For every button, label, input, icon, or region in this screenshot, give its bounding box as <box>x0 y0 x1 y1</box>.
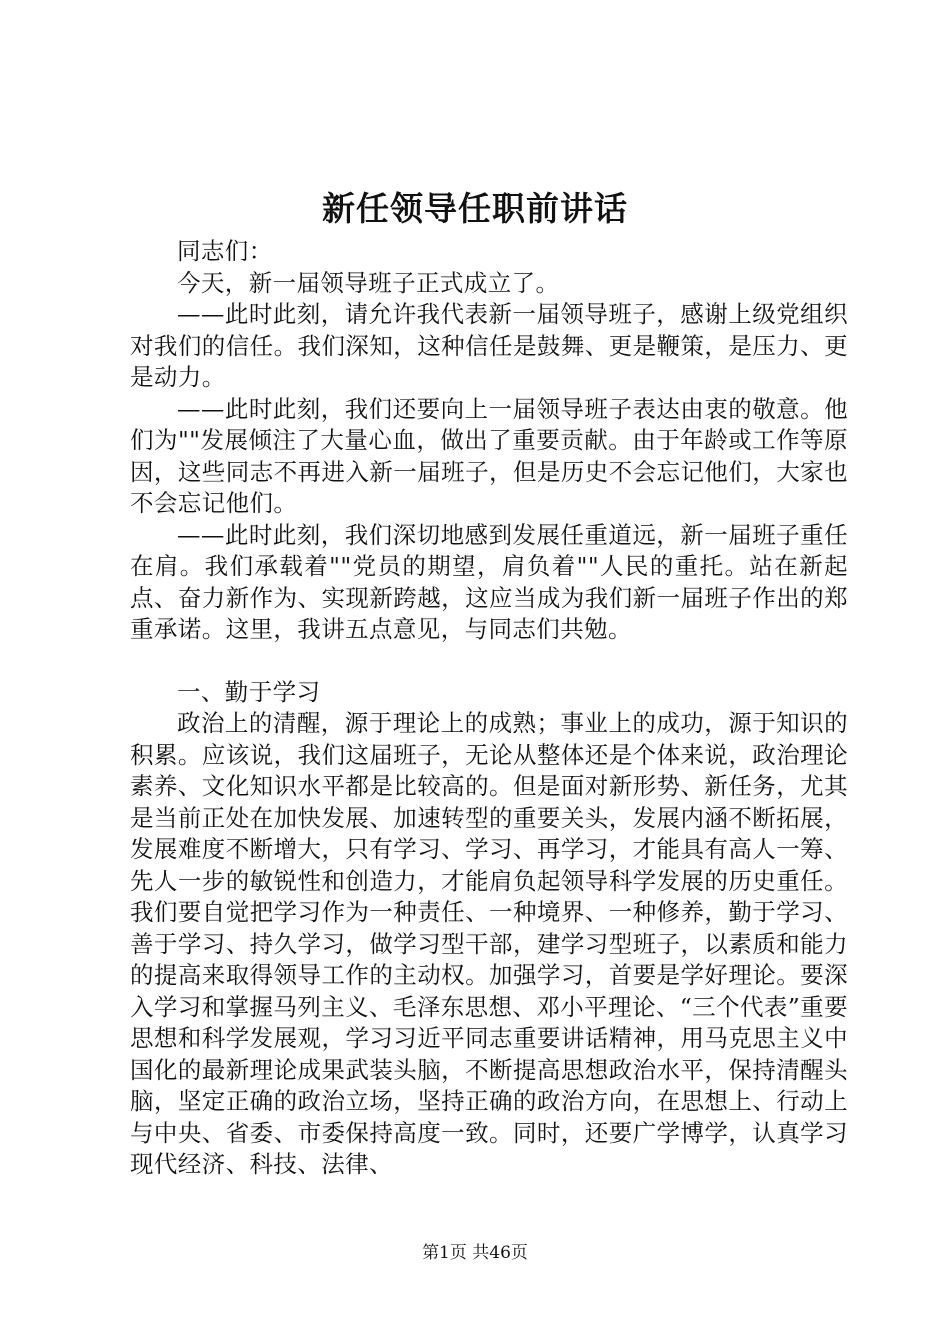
page-number-footer: 第1页 共46页 <box>422 1243 528 1263</box>
salutation: 同志们： <box>177 237 273 265</box>
document-body <box>130 236 848 1181</box>
section-body: 政治上的清醒，源于理论上的成熟；事业上的成功，源于知识的积累。应该说，我们这届班子，无论从整体还是个体来说，政治理论素养、文化知识水平都是比较高的。但是面对新形势、新任务，尤其是当前正处在加快发展、加速转型的重要关头，发展内涵不断拓展，发展难度不断增大，只有学习、学习、再学习，才能具有高人一筹、先人一步的敏锐性和创造力，才能肩负起领导科学发展的历史重任。我们要自觉把学习作为一种责任、一种境界、一种修养，勤于学习、善于学习、持久学习，做学习型干部，建学习型班子，以素质和能力的提高来取得领导工作的主动权。加强学习，首要是学好理论。要深入学习和掌握马列主义、毛泽东思想、邓小平理论、“三个代表”重要思想和科学发展观，学习习近平同志重要讲话精神，用马克思主义中国化的最新理论成果武装头脑，不断提高思想政治水平，保持清醒头脑，坚定正确的政治立场，坚持正确的政治方向，在思想上、行动上与中央、省委、市委保持高度一致。同时，还要广学博学，认真学习现代经济、科技、法律、 <box>130 709 848 1178</box>
document-title: 新任领导任职前讲话 <box>322 189 628 228</box>
paragraph-thanks: ——此时此刻，请允许我代表新一届领导班子，感谢上级党组织对我们的信任。我们深知，这种信任是鼓舞、更是鞭策，是压力、更是动力。 <box>130 300 848 391</box>
paragraph-announcement: 今天，新一届领导班子正式成立了。 <box>177 268 560 297</box>
section-heading: 一、勤于学习 <box>177 677 321 706</box>
paragraph-commitment: ——此时此刻，我们深切地感到发展任重道远，新一届班子重任在肩。我们承载着""党员的期望，肩负着""人民的重托。站在新起点、奋力新作为、实现新跨越，这应当成为我们新一届班子作出的郑重承诺。这里，我讲五点意见，与同志们共勉。 <box>130 520 848 643</box>
paragraph-respect: ——此时此刻，我们还要向上一届领导班子表达由衷的敬意。他们为""发展倾注了大量心血，做出了重要贡献。由于年龄或工作等原因，这些同志不再进入新一届班子，但是历史不会忘记他们，大家也不会忘记他们。 <box>130 394 848 517</box>
paragraph-gap <box>130 646 848 677</box>
